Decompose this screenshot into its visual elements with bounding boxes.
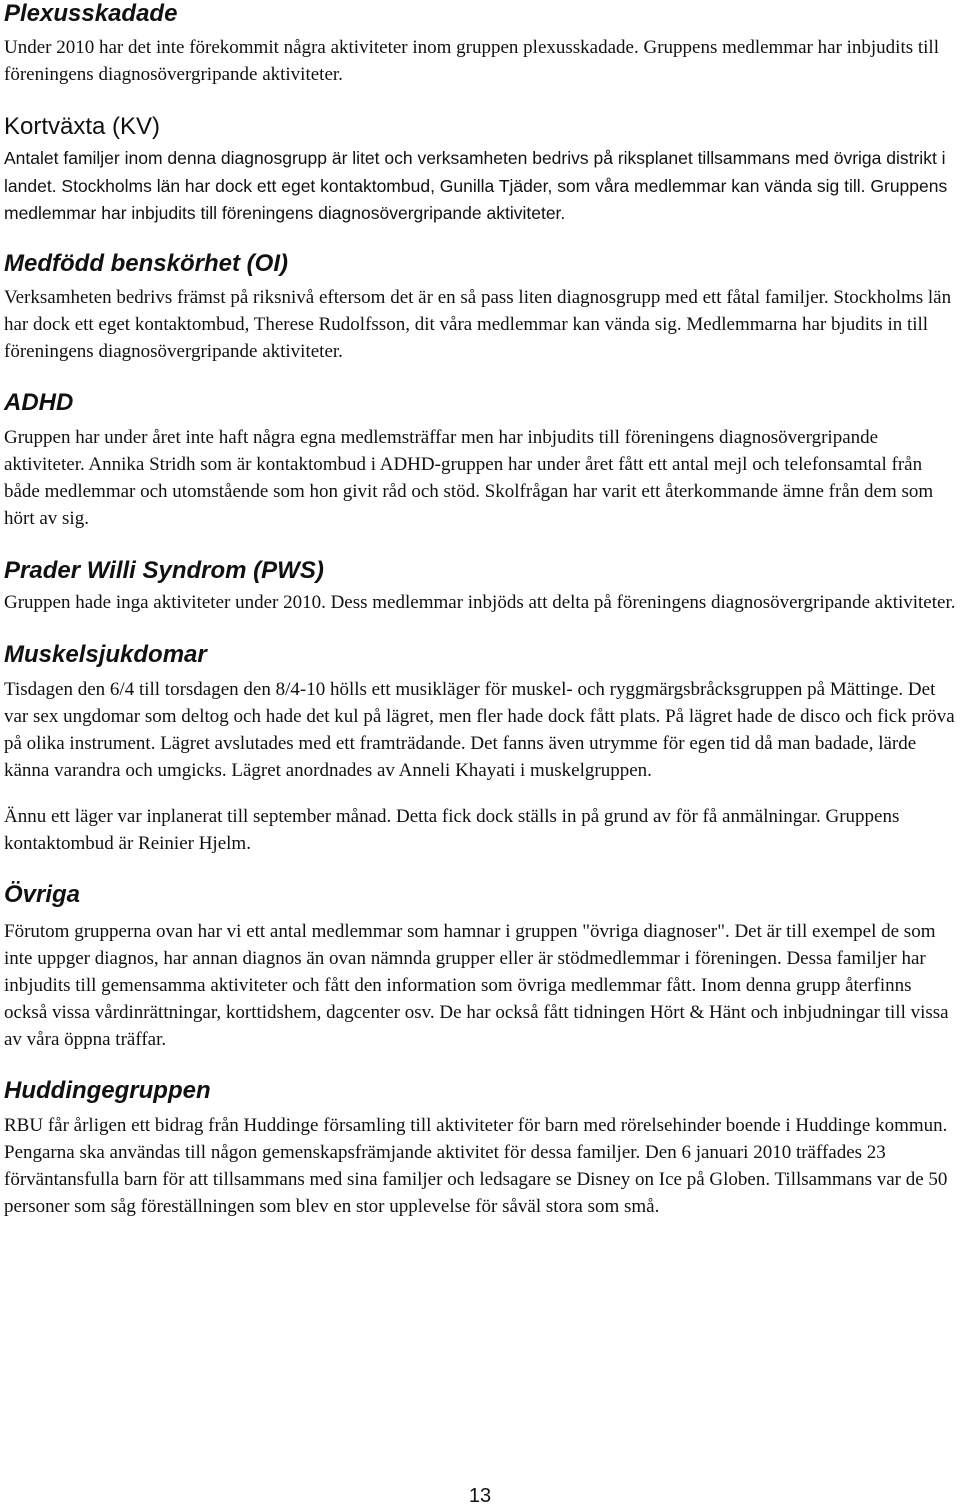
section-plexusskadade — [4, 0, 956, 88]
section-medfodd-benskorhet — [4, 250, 956, 365]
section-heading: Muskelsjukdomar — [4, 640, 207, 668]
section-body: Gruppen hade inga aktiviteter under 2010. Dess medlemmar inbjöds att delta på föreningens diagnosövergripande aktiviteter. — [4, 591, 956, 613]
section-body — [4, 145, 956, 228]
section-body: Under 2010 har det inte förekommit några aktiviteter inom gruppen plexusskadade. Gruppens medlemmar har inbjudits till föreningens diagnosövergripande aktiviteter. — [4, 37, 939, 85]
section-body: Verksamheten bedrivs främst på riksnivå eftersom det är en så pass liten diagnosgrupp med ett fåtal familjer. Stockholms län har dock ett eget kontaktombud, Therese Rudolfsson, dit våra medlemmar kan vända sig. Medlemmarna har bjudits in till föreningens diagnosövergripande aktiviteter. — [4, 286, 952, 362]
section-body-part: Gruppens medlemmar har inbjudits till föreningens diagnosövergripande aktiviteter. — [4, 175, 948, 223]
section-huddingegruppen — [4, 1077, 956, 1220]
section-body: Tisdagen den 6/4 till torsdagen den 8/4-10 hölls ett musikläger för muskel- och ryggmärgsbråcksgruppen på Mättinge. Det var sex ungdomar som deltog och hade det kul på lägret, men fler hade dock fått plats. På lägret hade de disco och fick pröva på olika instrument. Lägret avslutades med ett framträdande. Det fanns även utrymme för egen tid då man badade, lärde känna varandra och umgicks. Lägret anordnades av Anneli Khayati i muskelgruppen. — [4, 678, 955, 781]
section-heading: Prader Willi Syndrom (PWS) — [4, 556, 324, 584]
section-body: Ännu ett läger var inplanerat till september månad. Detta fick dock ställs in på grund av för få anmälningar. Gruppens kontaktombud är Reinier Hjelm. — [4, 805, 900, 854]
section-heading: Kortväxta (KV) — [4, 113, 161, 140]
section-body: Förutom grupperna ovan har vi ett antal medlemmar som hamnar i gruppen "övriga diagnoser". Det är till exempel de som inte uppger diagnos, har annan diagnos än ovan nämnda grupper eller är stödmedlemmar i föreningen. Dessa familjer har inbjudits till gemensamma aktiviteter och fått den information som övriga medlemmar fått. Inom denna grupp återfinns också vissa vårdinrättningar, korttidshem, dagcenter osv. De har också fått tidningen Hört & Hänt och inbjudningar till vissa av våra öppna träffar. — [4, 920, 949, 1050]
section-ovriga — [4, 881, 956, 1053]
section-adhd — [4, 389, 956, 532]
section-heading: Huddingegruppen — [4, 1076, 211, 1104]
section-body-part: Antalet familjer inom denna diagnosgrupp är litet och verksamheten bedrivs på riksplanet tillsammans med övriga distrikt i landet. Stockholms län har dock ett eget kontaktombud, Gunilla Tjäder, som våra medlemmar kan vända sig till. — [4, 148, 946, 196]
section-body: RBU får årligen ett bidrag från Huddinge församling till aktiviteter för barn med rörelsehinder boende i Huddinge kommun. Pengarna ska användas till någon gemenskapsfrämjande aktivitet för dessa familjer. Den 6 januari 2010 träffades 23 förväntansfulla barn för att tillsammans med sina familjer och ledsagare se Disney on Ice på Globen. Tillsammans var de 50 personer som såg föreställningen som blev en stor upplevelse för såväl stora som små. — [4, 1114, 948, 1217]
page-number: 13 — [468, 1485, 492, 1507]
section-heading: Plexusskadade — [4, 0, 178, 27]
section-body: Gruppen har under året inte haft några egna medlemsträffar men har inbjudits till föreningens diagnosövergripande aktiviteter. Annika Stridh som är kontaktombud i ADHD-gruppen har under året fått ett antal mejl och telefonsamtal från både medlemmar och utomstående som hon givit råd och stöd. Skolfrågan har varit ett återkommande ämne från dem som hört av sig. — [4, 426, 934, 529]
section-pws — [4, 557, 956, 616]
section-kortvaxta — [4, 113, 956, 228]
section-muskelsjukdomar — [4, 641, 956, 857]
document-page — [4, 0, 956, 1220]
section-heading: Övriga — [4, 880, 81, 908]
section-heading: Medfödd benskörhet (OI) — [4, 249, 288, 277]
section-heading: ADHD — [4, 388, 74, 416]
